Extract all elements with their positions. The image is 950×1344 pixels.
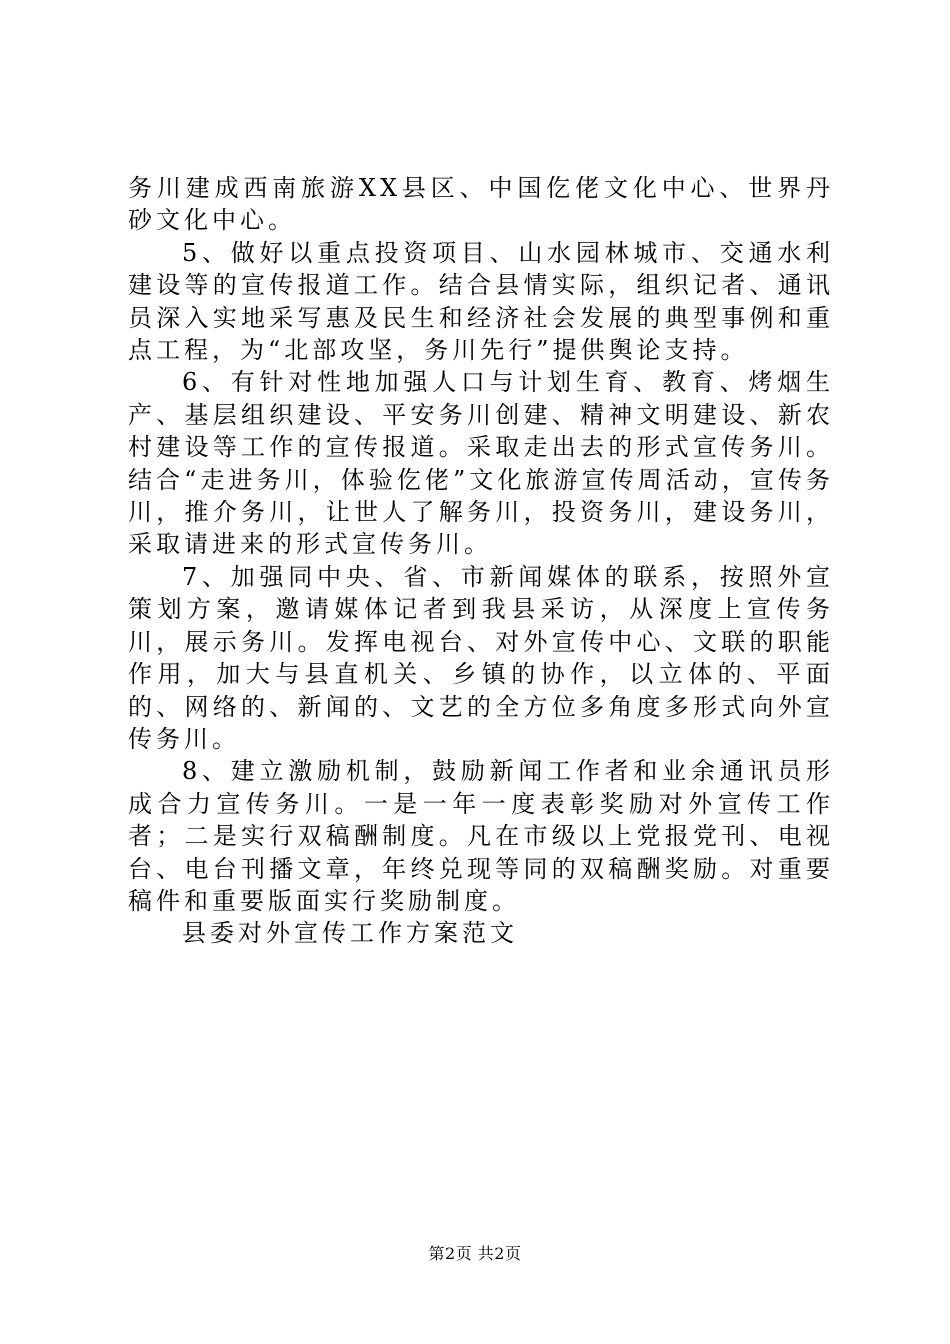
paragraph-item-7: 7、加强同中央、省、市新闻媒体的联系，按照外宣策划方案，邀请媒体记者到我县采访，从深度上宣传务川，展示务川。发挥电视台、对外宣传中心、文联的职能作用，加大与县直机关、乡镇的协作，以立体的、平面的、网络的、新闻的、文艺的全方位多角度多形式向外宣传务川。 bbox=[128, 562, 834, 753]
page-number: 第2页 共2页 bbox=[428, 1244, 522, 1263]
paragraph-item-5: 5、做好以重点投资项目、山水园林城市、交通水利建设等的宣传报道工作。结合县情实际，组织记者、通讯员深入实地采写惠及民生和经济社会发展的典型事例和重点工程，为“北部攻坚，务川先行”提供舆论支持。 bbox=[128, 238, 834, 365]
document-title-line: 县委对外宣传工作方案范文 bbox=[182, 919, 518, 948]
paragraph-item-8: 8、建立激励机制，鼓励新闻工作者和业余通讯员形成合力宣传务川。一是一年一度表彰奖励对外宣传工作者；二是实行双稿酬制度。凡在市级以上党报党刊、电视台、电台刊播文章，年终兑现等同的双稿酬奖励。对重要稿件和重要版面实行奖励制度。 bbox=[128, 757, 834, 915]
paragraph-continuation: 务川建成西南旅游XX县区、中国仡佬文化中心、世界丹砂文化中心。 bbox=[128, 174, 834, 235]
page-footer bbox=[0, 1244, 950, 1264]
paragraph-item-6: 6、有针对性地加强人口与计划生育、教育、烤烟生产、基层组织建设、平安务川创建、精神文明建设、新农村建设等工作的宣传报道。采取走出去的形式宣传务川。结合“走进务川，体验仡佬”文化旅游宣传周活动，宣传务川，推介务川，让世人了解务川，投资务川，建设务川，采取请进来的形式宣传务川。 bbox=[128, 368, 834, 559]
document-body bbox=[128, 172, 834, 950]
